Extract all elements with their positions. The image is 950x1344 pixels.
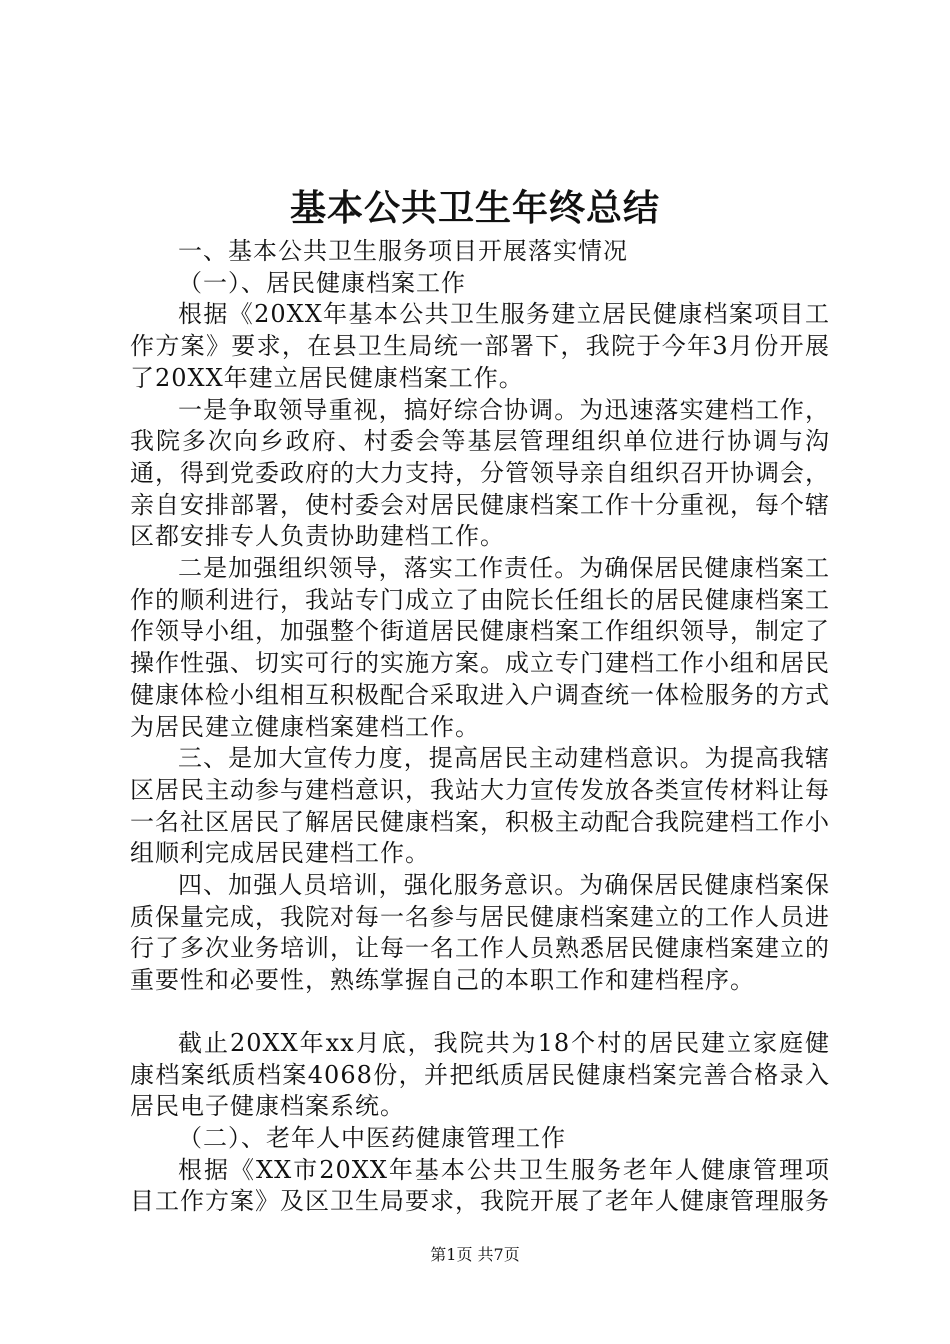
body-paragraph: 一是争取领导重视，搞好综合协调。为迅速落实建档工作，我院多次向乡政府、村委会等基层管理组织单位进行协调与沟通，得到党委政府的大力支持，分管领导亲自组织召开协调会，亲自安排部署，使村委会对居民健康档案工作十分重视，每个辖区都安排专人负责协助建档工作。 [130, 395, 830, 551]
page-footer: 第1页 共7页 [430, 1245, 520, 1264]
document-title: 基本公共卫生年终总结 [289, 187, 660, 229]
document-body [130, 236, 830, 1218]
section-heading: 一、基本公共卫生服务项目开展落实情况 [178, 237, 628, 265]
body-paragraph: 四、加强人员培训，强化服务意识。为确保居民健康档案保质保量完成，我院对每一名参与居民健康档案建立的工作人员进行了多次业务培训，让每一名工作人员熟悉居民健康档案建立的重要性和必要性，熟练掌握自己的本职工作和建档程序。 [130, 871, 830, 995]
subsection-heading: （二）、老年人中医药健康管理工作 [178, 1123, 566, 1152]
body-paragraph: 根据《XX市20XX年基本公共卫生服务老年人健康管理项目工作方案》及区卫生局要求，我院开展了老年人健康管理服务 [130, 1155, 830, 1216]
body-paragraph: 根据《20XX年基本公共卫生服务建立居民健康档案项目工作方案》要求，在县卫生局统一部署下，我院于今年3月份开展了20XX年建立居民健康档案工作。 [130, 300, 830, 392]
body-paragraph: 三、是加大宣传力度，提高居民主动建档意识。为提高我辖区居民主动参与建档意识，我站大力宣传发放各类宣传材料让每一名社区居民了解居民健康档案，积极主动配合我院建档工作小组顺利完成居民建档工作。 [130, 744, 830, 868]
body-paragraph: 二是加强组织领导，落实工作责任。为确保居民健康档案工作的顺利进行，我站专门成立了由院长任组长的居民健康档案工作领导小组，加强整个街道居民健康档案工作组织领导，制定了操作性强、切实可行的实施方案。成立专门建档工作小组和居民健康体检小组相互积极配合采取进入户调查统一体检服务的方式为居民建立健康档案建档工作。 [130, 554, 830, 741]
subsection-heading: （一）、居民健康档案工作 [178, 268, 466, 297]
body-paragraph: 截止20XX年xx月底，我院共为18个村的居民建立家庭健康档案纸质档案4068份，并把纸质居民健康档案完善合格录入居民电子健康档案系统。 [130, 1028, 830, 1121]
